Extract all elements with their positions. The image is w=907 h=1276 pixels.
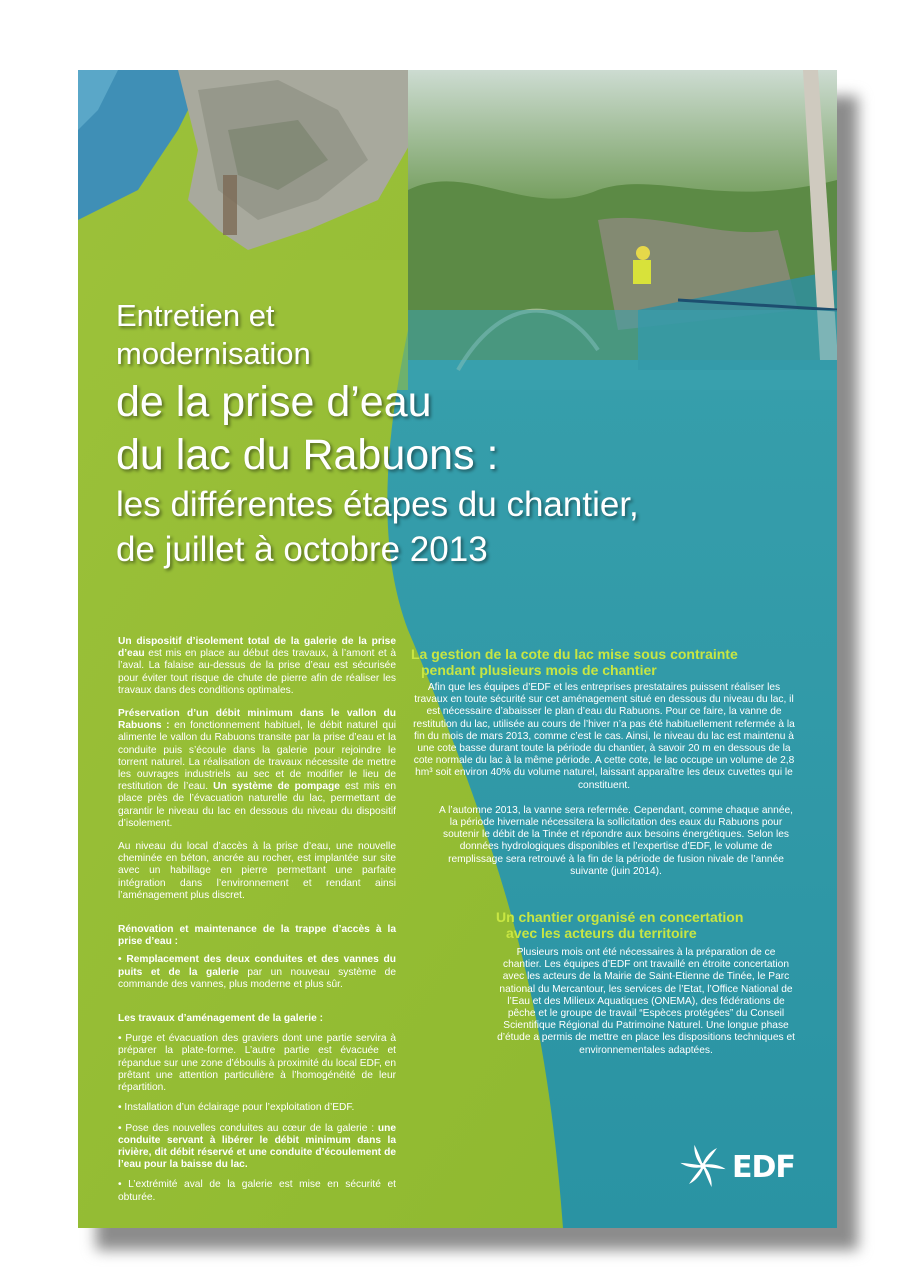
paragraph-concertation: Plusieurs mois ont été nécessaires à la préparation de ce chantier. Les équipes d’EDF ont travaillé en étroite concertation avec les acteurs de la Mairie de Saint-Etienne de Tinée, le Parc national du Mercantour, les services de l’Etat, l’Office National de l’Eau et des Milieux Aquatiques (ONEMA), des fédérations de pêche et le groupe de travail “Espèces protégées” du Conseil Scientifique Régional du Patrimoine Naturel. Une longue phase d’étude a permis de mettre en place les dispositions techniques et environnementales adaptées. xyxy=(497,947,795,1056)
right-column-top xyxy=(413,682,795,889)
bullet-gallery-end: • L’extrémité aval de la galerie est mise en sécurité et obturée. xyxy=(118,1179,396,1203)
paragraph-minimum-flow xyxy=(118,708,396,830)
paragraph-lead: Un dispositif d’isolement total de la galerie de la prise d’eau xyxy=(118,636,396,660)
edf-logo-icon xyxy=(680,1144,726,1188)
bullet-text: • Pose des nouvelles conduites au cœur de la galerie : xyxy=(118,1122,378,1134)
bullet-gravel: • Purge et évacuation des graviers dont une partie servira à préparer la plate-forme. L’autre partie est évacuée et répandue sur une zone d’éboulis à proximité du local EDF, en prêtant une attention particulière à l’homogénéité de leur répartition. xyxy=(118,1033,396,1094)
paragraph-isolation xyxy=(118,636,396,697)
title-line-2: modernisation xyxy=(116,336,311,371)
heading-concertation: Un chantier organisé en concertation avec les acteurs du territoire xyxy=(496,909,744,941)
paragraph-text: en fonctionnement habituel, le débit naturel qui alimente le vallon du Rabuons transite par la prise d’eau et la conduite puis s’écoule dans la galerie pour rejoindre le torrent naturel. La réalisation de travaux nécessite de mettre les ouvrages industriels au sec et de modifier le lieu de restitution de l’eau. xyxy=(118,720,396,793)
bullet-emphasis: • Remplacement des deux conduites et des vannes du puits et de la galerie xyxy=(118,954,396,978)
title-line-3: de la prise d’eau xyxy=(116,378,432,426)
paragraph-lake-level: Afin que les équipes d’EDF et les entreprises prestataires puissent réaliser les travaux en toute sécurité sur cet aménagement situé en dessous du niveau du lac, il est nécessaire d’abaisser le plan d’eau du Rabuons. Pour ce faire, la vanne de restitution du lac, utilisée au cours de l’hiver n’a pas été habituellement refermée à la fin du mois de mars 2013, comme c’est le cas. Ainsi, le niveau du lac est maintenu à une cote basse durant toute la période du chantier, à savoir 20 m en dessous de la cote normale du lac à la même période. A cette cote, le lac occupe un volume de 2,8 hm³ soit environ 40% du volume naturel, laissant apparaître les deux cuvettes qui le constituent. xyxy=(413,682,795,791)
left-column xyxy=(118,636,396,1215)
right-column-bottom xyxy=(496,947,796,1068)
paragraph-hatch xyxy=(118,924,396,991)
bullet-text: par un nouveau système de commande des vannes, plus moderne et plus sûr. xyxy=(118,966,396,990)
paragraph-emphasis: Un système de pompage xyxy=(213,781,340,793)
title-line-4: du lac du Rabuons : xyxy=(116,431,499,479)
edf-logo-text: EDF xyxy=(732,1150,795,1185)
paragraph-autumn: A l’automne 2013, la vanne sera refermée. Cependant, comme chaque année, la période hivernale nécessitera la sollicitation des eaux du Rabuons pour soutenir le débit de la Tinée et répondre aux besoins énergétiques. Selon les données hydrologiques disponibles et l’expertise d’EDF, le volume de remplissage sera retrouvé à la fin de la période de fusion nivale de l’année suivante (juin 2014). xyxy=(439,804,793,877)
title-line-5: les différentes étapes du chantier, xyxy=(116,485,639,524)
paragraph-text: est mis en place près de l’évacuation naturelle du lac, permettant de garantir le niveau du lac en dessous du niveau du dispositif d’isolement. xyxy=(118,781,396,829)
edf-logo xyxy=(680,1144,820,1188)
paragraph-text: est mis en place au début des travaux, à l’amont et à l’aval. La falaise au-dessus de la prise d’eau est sécurisée pour éviter tout risque de chute de pierre afin de réaliser les travaux dans des conditions optimales. xyxy=(118,648,396,696)
paragraph-chimney: Au niveau du local d’accès à la prise d’eau, une nouvelle cheminée en béton, ancrée au rocher, est implantée sur site avec un habillage en pierre permettant une parfaite intégration dans l’environnement et rendant ainsi l’aménagement plus discret. xyxy=(118,841,396,901)
title-line-6: de juillet à octobre 2013 xyxy=(116,530,488,569)
heading-lake-level: La gestion de la cote du lac mise sous contrainte pendant plusieurs mois de chantier xyxy=(411,646,738,678)
bullet-lighting: • Installation d’un éclairage pour l’exploitation d’EDF. xyxy=(118,1102,355,1114)
section-heading: Rénovation et maintenance de la trappe d’accès à la prise d’eau : xyxy=(118,924,396,948)
bullet-conduits xyxy=(118,1123,396,1172)
section-heading-gallery: Les travaux d’aménagement de la galerie : xyxy=(118,1013,323,1025)
title-line-1: Entretien et xyxy=(116,298,275,333)
bullet-emphasis: une conduite servant à libérer le débit minimum dans la rivière, dit débit réservé et une conduite d’écoulement de l’eau pour la baisse du lac. xyxy=(118,1122,396,1171)
poster xyxy=(78,70,837,1228)
paragraph-lead: Préservation d’un débit minimum dans le vallon du Rabuons : xyxy=(118,708,396,732)
